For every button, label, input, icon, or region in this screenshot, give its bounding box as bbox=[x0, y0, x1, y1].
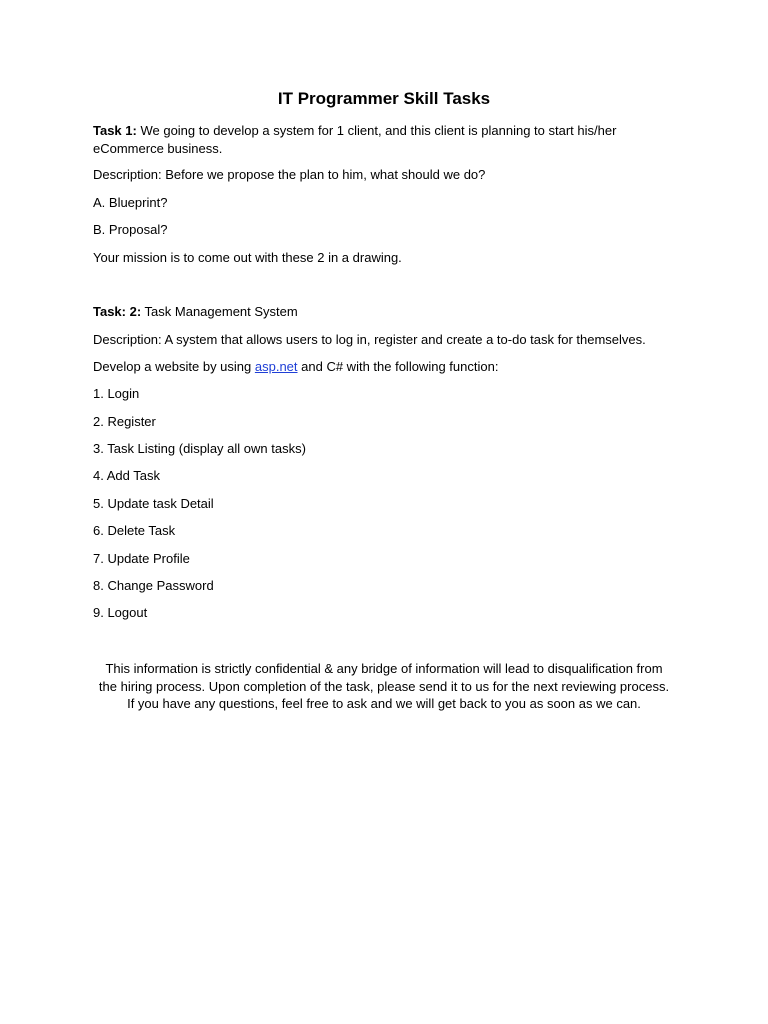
task2-label: Task: 2: bbox=[93, 304, 142, 319]
function-list-item: 8. Change Password bbox=[93, 578, 214, 593]
function-list-item: 6. Delete Task bbox=[93, 523, 176, 538]
notice-line: If you have any questions, feel free to ask and we will get back to you as soon as we can. bbox=[127, 696, 641, 711]
task2-heading bbox=[93, 303, 683, 321]
document-title: IT Programmer Skill Tasks bbox=[277, 89, 491, 108]
notice-line: the hiring process. Upon completion of the task, please send it to us for the next reviewing process. bbox=[98, 678, 670, 694]
task1-intro bbox=[93, 122, 653, 158]
task2-name: Task Management System bbox=[141, 304, 298, 319]
notice-line: This information is strictly confidential & any bridge of information will lead to disqualification from bbox=[105, 661, 663, 676]
function-list-item: 2. Register bbox=[93, 414, 156, 429]
task1-option-a: A. Blueprint? bbox=[93, 195, 168, 210]
task1-intro-text: We going to develop a system for 1 client, and this client is planning to start his/her eCommerce business. bbox=[93, 123, 617, 156]
function-list-item: 3. Task Listing (display all own tasks) bbox=[93, 441, 306, 456]
function-list-item: 7. Update Profile bbox=[93, 551, 190, 566]
task2-description: Description: A system that allows users to log in, register and create a to-do task for themselves. bbox=[93, 332, 646, 347]
function-list-item: 4. Add Task bbox=[93, 468, 160, 483]
function-list-item: 9. Logout bbox=[93, 605, 148, 620]
function-list-item: 5. Update task Detail bbox=[93, 496, 214, 511]
task1-option-b: B. Proposal? bbox=[93, 222, 168, 237]
function-list-item: 1. Login bbox=[93, 386, 140, 401]
task1-description: Description: Before we propose the plan to him, what should we do? bbox=[93, 167, 486, 182]
task2-develop-prefix: Develop a website by using bbox=[93, 359, 255, 374]
task1-label: Task 1: bbox=[93, 123, 137, 138]
confidentiality-notice bbox=[84, 660, 684, 713]
aspnet-link[interactable]: asp.net bbox=[254, 359, 298, 374]
task2-develop-line bbox=[93, 358, 683, 376]
task1-mission: Your mission is to come out with these 2 in a drawing. bbox=[93, 250, 402, 265]
task2-develop-suffix: and C# with the following function: bbox=[297, 359, 499, 374]
